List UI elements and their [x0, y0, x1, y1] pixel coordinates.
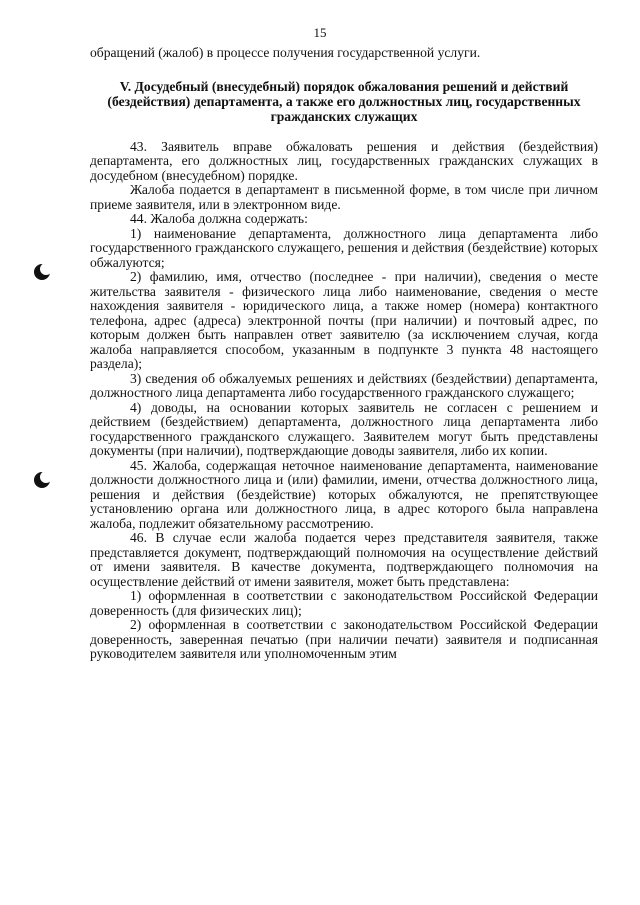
paragraph: Жалоба подается в департамент в письменной форме, в том числе при личном приеме заявителя, или в электронном виде.: [90, 182, 598, 212]
paragraph: 2) оформленная в соответствии с законодательством Российской Федерации доверенность, заверенная печатью (при наличии печати) заявителя и подписанная руководителем заявителя или уполномоченным этим: [90, 617, 598, 661]
paragraph: 1) оформленная в соответствии с законодательством Российской Федерации доверенность (для физических лиц);: [90, 588, 598, 618]
lead-in-text: обращений (жалоб) в процессе получения государственной услуги.: [90, 45, 481, 60]
paragraph: 1) наименование департамента, должностного лица департамента либо государственного гражданского служащего, решения и действия (бездействие) которых обжалуются;: [90, 225, 598, 270]
paragraph: 2) фамилию, имя, отчество (последнее - при наличии), сведения о месте жительства заявителя - физического лица либо наименование, сведения о месте нахождения заявителя - юридического лица, а также номер (номера) контактного телефона, адрес (адреса) электронной почты (при наличии) и почтовый адрес, по которым должен быть направлен ответ заявителю (за исключением случая, когда жалоба направляется способом, указанным в подпункте 3 пункта 48 настоящего раздела);: [90, 269, 598, 371]
section-heading: V. Досудебный (внесудебный) порядок обжалования решений и действий (бездействия) департамента, а также его должностных лиц, государственных гражданских служащих: [107, 78, 581, 124]
paragraph: 43. Заявитель вправе обжаловать решения и действия (бездействия) департамента, его должностных лиц, государственных гражданских служащих в досудебном (внесудебном) порядке.: [90, 138, 598, 183]
punch-hole-mark: [32, 470, 52, 490]
paragraph: 46. В случае если жалоба подается через представителя заявителя, также представляется документ, подтверждающий полномочия на осуществление действий от имени заявителя. В качестве документа, подтверждающего полномочия на осуществление действий от имени заявителя, может быть представлена:: [90, 530, 598, 589]
paragraph: 44. Жалоба должна содержать:: [130, 211, 308, 226]
punch-hole-mark: [32, 262, 52, 282]
paragraph: 4) доводы, на основании которых заявитель не согласен с решением и действием (бездействием) департамента, должностного лица департамента либо государственного гражданского служащего. Заявителем могут быть представлены документы (при наличии), подтверждающие доводы заявителя, либо их копии.: [90, 399, 598, 458]
paragraph: 45. Жалоба, содержащая неточное наименование департамента, наименование должности должностного лица и (или) фамилии, имени, отчества должностного лица, решения и действия (бездействие) которых обжалуются, не препятствующее установлению органа или должностного лица, в адрес которого была направлена жалоба, подлежит обязательному рассмотрению.: [90, 457, 598, 531]
paragraph: 3) сведения об обжалуемых решениях и действиях (бездействии) департамента, должностного лица департамента либо государственного гражданского служащего;: [90, 370, 598, 400]
page-number: 15: [313, 25, 327, 40]
document-body: [90, 46, 598, 662]
